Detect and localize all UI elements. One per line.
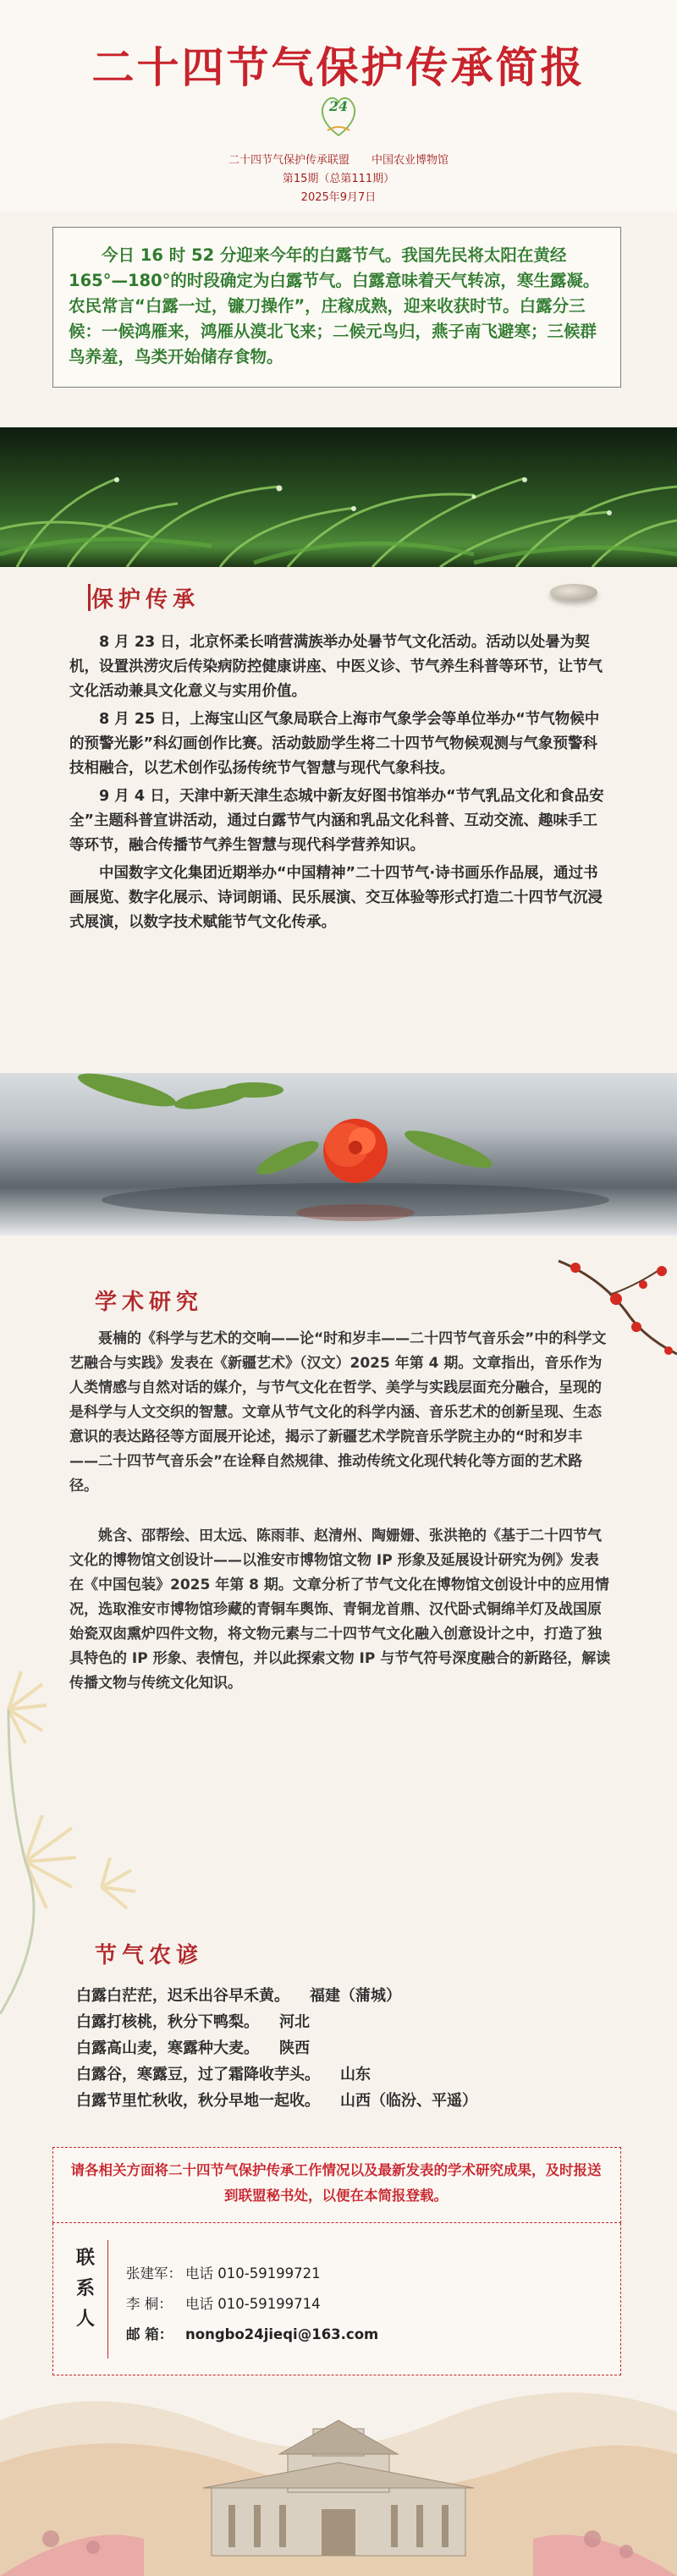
- contact-value: 电话 010-59199721: [185, 2265, 321, 2282]
- proverb-place: 福建（蒲城）: [310, 1987, 401, 2005]
- proverb-text: 白露打核桃，秋分下鸭梨。: [76, 2013, 259, 2031]
- organizers: [0, 151, 677, 167]
- proverb-list: [76, 1983, 601, 2114]
- issue-number: 第15期（总第111期）: [282, 173, 395, 185]
- proverb-text: 白露节里忙秋收，秋分早地一起收。: [76, 2092, 320, 2110]
- dew-grass-photo: [0, 427, 677, 567]
- proverb-text: 白露谷，寒露豆，过了霜降收芋头。: [76, 2066, 320, 2083]
- proverb-item: [76, 2009, 601, 2035]
- news-paragraph: 9 月 4 日，天津中新天津生态城中新友好图书馆举办“节气乳品文化和食品安全”主题科普宣讲活动，通过白露节气内涵和乳品文化科普、互动交流、趣味手工等环节，融合传播节气养生智慧与现代科学营养知识。: [69, 788, 604, 854]
- contact-row-email[interactable]: [126, 2323, 378, 2343]
- news-paragraph: 8 月 23 日，北京怀柔长哨营满族举办处暑节气文化活动。活动以处暑为契机，设置洪涝灾后传染病防控健康讲座、中医义诊、节气养生科普等环节，让节气文化活动兼具文化意义与实用价值。: [69, 634, 603, 700]
- contact-name: 邮 箱：: [126, 2326, 173, 2342]
- contact-name: 张建军：: [126, 2265, 182, 2282]
- news-paragraph: 8 月 25 日，上海宝山区气象局联合上海市气象学会等单位举办“节气物候中的预警光影”科幻画创作比赛。活动鼓励学生将二十四节气物候观测与气象预警科技相融合，以艺术创作弘扬传统节气智慧与现代气象科技。: [69, 711, 600, 777]
- contact-row-phone-2: [126, 2293, 321, 2313]
- section-title-proverbs: 节气农谚: [95, 1943, 204, 1968]
- contact-row-phone-1: [126, 2262, 321, 2282]
- proverb-text: 白露高山麦，寒露种大麦。: [76, 2039, 259, 2057]
- proverb-place: 山东: [340, 2066, 371, 2083]
- notice-text: 请各相关方面将二十四节气保护传承工作情况以及最新发表的学术研究成果，及时报送到联盟秘书处，以便在本简报登载。: [70, 2162, 602, 2204]
- proverb-item: [76, 2061, 601, 2088]
- contact-value: 电话 010-59199714: [185, 2296, 321, 2312]
- contact-name: 李 桐：: [126, 2296, 173, 2312]
- logo-number: 24: [328, 98, 349, 114]
- dew-rose-photo: [0, 1073, 677, 1236]
- section-body-protection: [69, 630, 611, 935]
- stone-decoration-icon: [550, 584, 597, 601]
- research-paragraph: 聂楠的《科学与艺术的交响——论“时和岁丰——二十四节气音乐会”中的科学文艺融合与实践》发表在《新疆艺术》（汉文）2025 年第 4 期。文章指出，音乐作为人类情感与自然对话的媒介，与节气文化在哲学、美学与实践层面充分融合，呈现的是科学与人文交织的智慧。文章从节气文化的科学内涵、音乐艺术的创新呈现、生态意识的表达路径等方面展开论述，揭示了新疆艺术学院音乐学院主办的“时和岁丰——二十四节气音乐会”在诠释自然规律、推动传统文化现代转化等方面的艺术路径。: [69, 1330, 607, 1494]
- organizer-1: 二十四节气保护传承联盟: [228, 154, 350, 167]
- submission-notice: [52, 2147, 621, 2223]
- masthead: [0, 0, 677, 212]
- contact-email[interactable]: nongbo24jieqi@163.com: [185, 2326, 379, 2342]
- proverb-item: [76, 2088, 601, 2114]
- newsletter-title: 二十四节气保护传承简报: [91, 42, 586, 92]
- contact-box: [52, 2223, 621, 2375]
- proverb-place: 山西（临汾、平遥）: [340, 2092, 477, 2110]
- proverb-place: 河北: [279, 2013, 310, 2031]
- intro-box: [52, 227, 621, 388]
- logo-24-icon: [317, 93, 360, 140]
- section-body-research: [69, 1327, 611, 1696]
- section-title-research: 学术研究: [95, 1290, 204, 1315]
- news-paragraph: 中国数字文化集团近期举办“中国精神”二十四节气·诗书画乐作品展，通过书画展览、数字化展示、诗词朗诵、民乐展演、交互体验等形式打造二十四节气沉浸式展演，以数字技术赋能节气文化传承。: [69, 865, 603, 931]
- proverb-text: 白露白茫茫，迟禾出谷早禾黄。: [76, 1987, 289, 2005]
- proverb-item: [76, 1983, 601, 2009]
- proverb-place: 陕西: [279, 2039, 310, 2057]
- section-title-protection: 保护传承: [91, 587, 201, 613]
- issue-date: 2025年9月7日: [300, 191, 377, 204]
- divider: [107, 2240, 108, 2359]
- intro-text: 今日 16 时 52 分迎来今年的白露节气。我国先民将太阳在黄经 165°—180°的时段确定为白露节气。白露意味着天气转凉，寒生露凝。农民常言“白露一过，镰刀操作”，庄稼成熟，迎来收获时节。白露分三候：一候鸿雁来，鸿雁从漠北飞来；二候元鸟归，燕子南飞避寒；三候群鸟养羞，鸟类开始储存食物。: [69, 245, 600, 366]
- section-marker: [88, 584, 91, 611]
- organizer-2: 中国农业博物馆: [372, 154, 449, 167]
- research-paragraph: 姚含、邵帮绘、田太远、陈雨菲、赵清州、陶姗姗、张洪艳的《基于二十四节气文化的博物馆文创设计——以淮安市博物馆文物 IP 形象及延展设计研究为例》发表在《中国包装》2025 年第 8 期。文章分析了节气文化在博物馆文创设计中的应用情况，选取淮安市博物馆珍藏的青铜车舆饰、青铜龙首鼎、汉代卧式铜绵羊灯及战国原始瓷双囱熏炉四件文物，将文物元素与二十四节气文化融入创意设计之中，打造了独具特色的 IP 形象、表情包，并以此探索文物 IP 与节气符号深度融合的新路径，解读传播文物与传统文化知识。: [69, 1527, 611, 1692]
- proverb-item: [76, 2035, 601, 2061]
- contact-label: 联系人: [75, 2248, 95, 2330]
- museum-building-illustration: [0, 2370, 677, 2576]
